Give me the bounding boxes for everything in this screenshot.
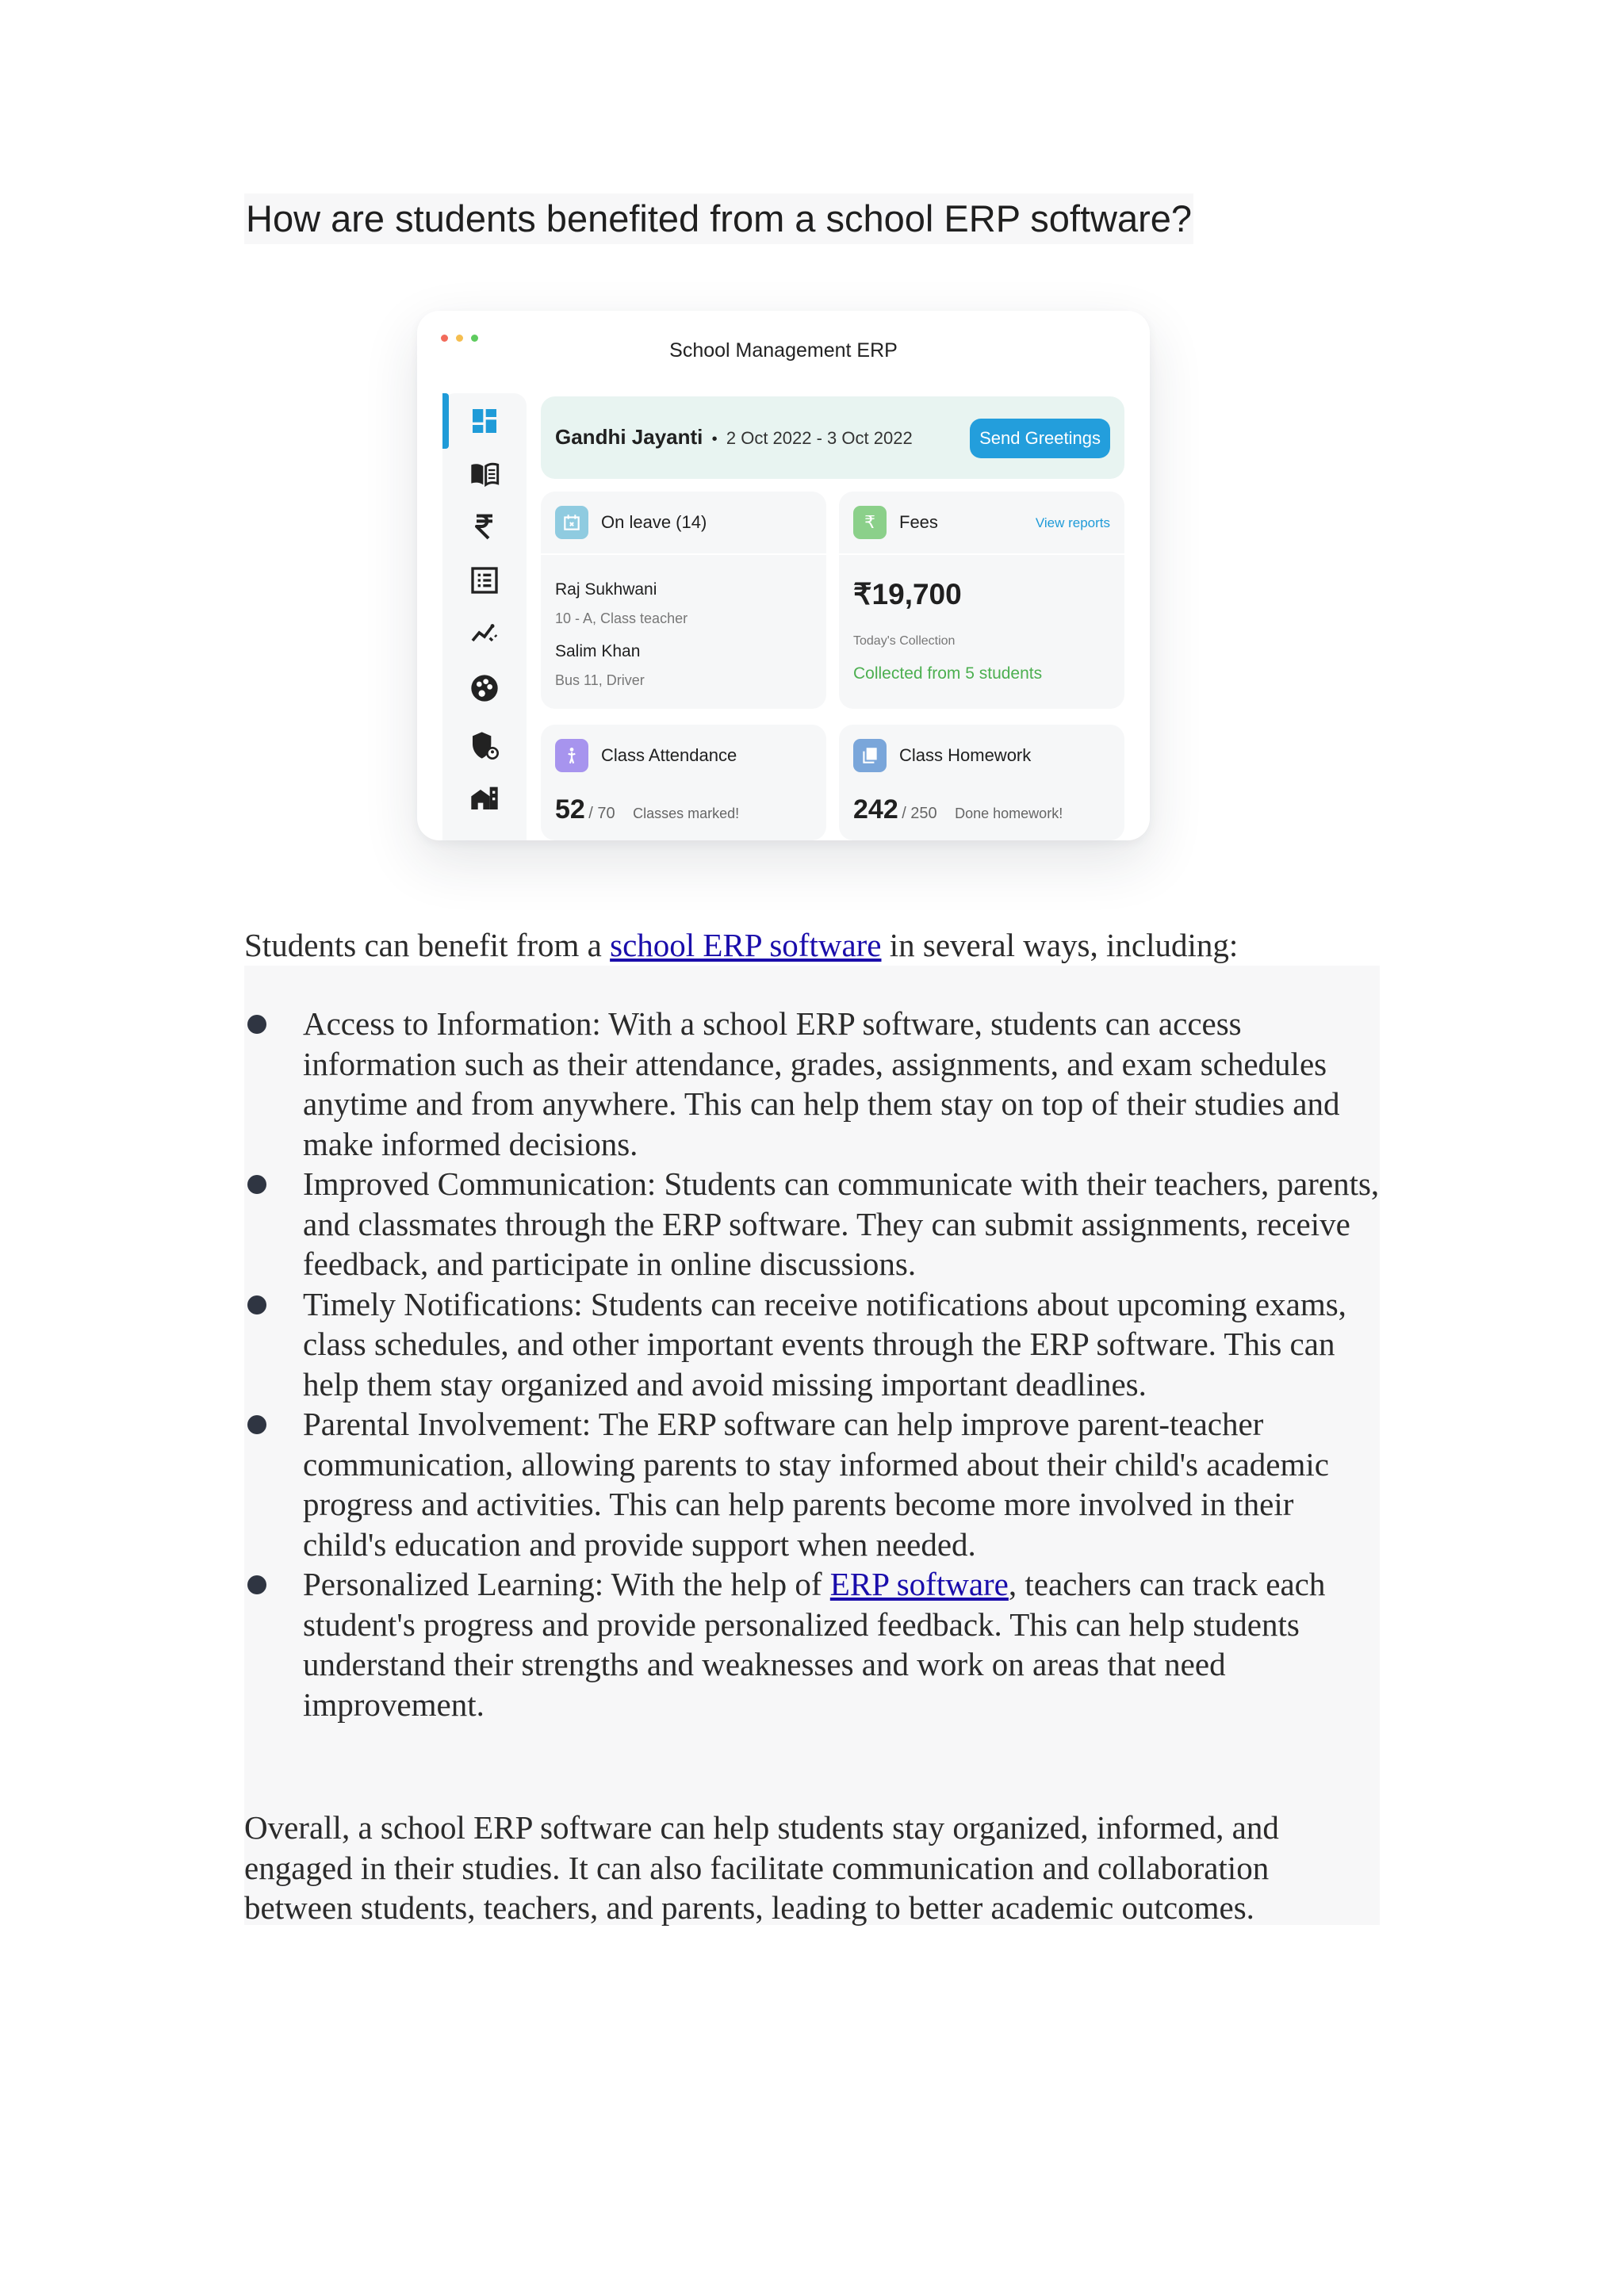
page-heading: How are students benefited from a school ERP software?: [244, 193, 1193, 244]
list-item: Parental Involvement: The ERP software can help improve parent-teacher communication, allowing parents to stay informed about their child's academic progress and activities. This can help parents become more involved in their child's education and provide support when needed.: [244, 1404, 1380, 1564]
fees-amount: ₹19,700: [853, 578, 962, 610]
homework-note: Done homework!: [955, 806, 1063, 821]
divider: [541, 553, 826, 555]
list-item: Access to Information: With a school ERP software, students can access information such as their attendance, grades, assignments, and exam schedules anytime and from anywhere. This can help them stay on top of their studies and make informed decisions.: [244, 1004, 1380, 1164]
bullet-icon: [247, 1295, 266, 1314]
bullet-icon: [247, 1015, 266, 1034]
attendance-note: Classes marked!: [633, 806, 740, 821]
intro-paragraph: Students can benefit from a school ERP software in several ways, including:: [244, 927, 1239, 963]
fees-card: [839, 492, 1124, 709]
rupee-badge-icon: ₹: [853, 506, 887, 539]
leave-person-name: Raj Sukhwani: [555, 580, 657, 599]
divider: [839, 553, 1124, 555]
list-icon[interactable]: [467, 563, 502, 598]
holiday-dates: 2 Oct 2022 - 3 Oct 2022: [726, 428, 913, 448]
security-icon[interactable]: [467, 728, 502, 763]
list-item: Timely Notifications: Students can receive notifications about upcoming exams, class schedules, and other important events through the ERP software. This can help them stay organized and avoid missing important deadlines.: [244, 1284, 1380, 1405]
holiday-banner: [541, 396, 1124, 479]
bullet-icon: [247, 1575, 266, 1594]
school-icon[interactable]: [467, 780, 502, 815]
homework-title: Class Homework: [899, 745, 1032, 765]
book-icon[interactable]: [467, 457, 502, 492]
list-item: Improved Communication: Students can communicate with their teachers, parents, and classmates through the ERP software. They can submit assignments, receive feedback, and participate in online discussions.: [244, 1164, 1380, 1284]
palette-icon[interactable]: [467, 671, 502, 706]
benefits-list: [244, 1004, 1380, 1724]
attendance-title: Class Attendance: [601, 745, 737, 765]
class-attendance-card: [541, 725, 826, 840]
analytics-icon[interactable]: [467, 615, 502, 650]
active-indicator: [442, 393, 449, 449]
rupee-icon[interactable]: [467, 509, 502, 544]
attendance-value: 52: [555, 794, 585, 825]
erp-screenshot: [417, 311, 1150, 840]
conclusion-paragraph: Overall, a school ERP software can help students stay organized, informed, and engaged in their studies. It can also facilitate communication and collaboration between students, teachers, and parents, leading to better academic outcomes.: [244, 1809, 1279, 1926]
homework-icon: [853, 739, 887, 772]
on-leave-card: [541, 492, 826, 709]
separator: •: [711, 430, 718, 448]
bullet-icon: [247, 1175, 266, 1194]
homework-value: 242: [853, 794, 898, 825]
school-erp-software-link[interactable]: school ERP software: [610, 927, 882, 963]
view-reports-link[interactable]: View reports: [1035, 515, 1110, 530]
leave-person-role: 10 - A, Class teacher: [555, 610, 688, 626]
calendar-icon: [555, 506, 588, 539]
fees-collected: Collected from 5 students: [853, 664, 1043, 683]
list-item: Personalized Learning: With the help of ERP software, teachers can track each student's progress and provide personalized feedback. This can help students understand their strengths and weaknesses and work on areas that need improvement.: [244, 1564, 1380, 1724]
leave-person-name: Salim Khan: [555, 642, 641, 660]
bullet-icon: [247, 1415, 266, 1434]
person-icon: [555, 739, 588, 772]
erp-title: School Management ERP: [669, 339, 898, 362]
attendance-total: / 70: [588, 805, 615, 822]
erp-software-link[interactable]: ERP software: [829, 1566, 1009, 1602]
on-leave-title: On leave (14): [601, 512, 707, 532]
leave-person-role: Bus 11, Driver: [555, 672, 645, 688]
send-greetings-button[interactable]: Send Greetings: [970, 419, 1110, 458]
holiday-name: Gandhi Jayanti: [555, 425, 703, 449]
fees-caption: Today's Collection: [853, 634, 956, 648]
dashboard-icon[interactable]: [467, 404, 502, 438]
class-homework-card: [839, 725, 1124, 840]
fees-title: Fees: [899, 512, 938, 532]
erp-sidebar: [442, 393, 527, 840]
homework-total: / 250: [902, 805, 937, 822]
